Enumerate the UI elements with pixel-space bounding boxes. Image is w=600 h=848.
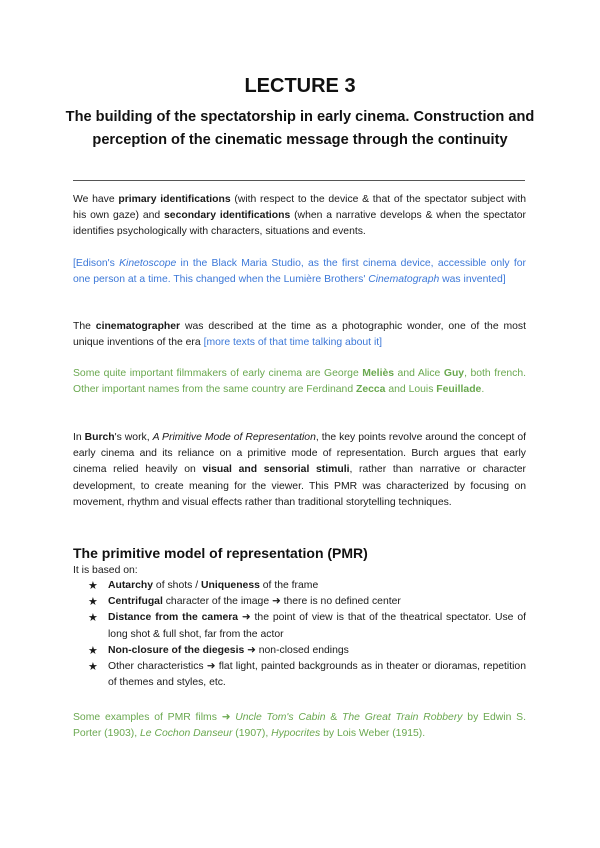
divider <box>73 180 525 181</box>
text-run: (when a narrative develops & when the spectator identifies psychologically with characters, situations and events. <box>73 210 526 238</box>
text-run: of shots / <box>153 580 201 591</box>
text-run: . <box>481 384 485 396</box>
italic-title: A Primitive Mode of Representation <box>152 432 316 443</box>
text-run: , both french. Other important names from the same country are Ferdinand <box>73 368 526 396</box>
paragraph-kinetoscope-note <box>73 256 526 288</box>
text-run: Some examples of PMR films ➜ <box>73 712 236 723</box>
star-icon: ★ <box>88 661 98 674</box>
text-run: In <box>73 432 85 443</box>
list-item <box>88 643 526 659</box>
text-run: was invented] <box>439 274 506 286</box>
paragraph-burch <box>73 430 526 511</box>
list-item <box>88 610 526 642</box>
italic-title: The Great Train Robbery <box>342 712 463 723</box>
text-run: ➜ the point of view is that of the theatrical spectator. Use of long shot & full shot, far from the actor <box>108 612 527 640</box>
text-run: We have <box>73 194 119 205</box>
bold-name: Feuillade <box>436 384 482 396</box>
star-icon: ★ <box>88 612 98 625</box>
text-run: in the Black Maria Studio, as the first cinema device, accessible only for one person at a time. This changed when the Lumière Brothers' <box>73 258 526 286</box>
bold-term: Distance from the camera <box>108 612 239 624</box>
italic-term: Kinetoscope <box>119 258 177 269</box>
text-run: character of the image ➜ there is no defined center <box>162 596 401 608</box>
bold-name: Burch <box>84 432 115 443</box>
text-run: of the frame <box>259 580 319 591</box>
bold-name: Meliès <box>362 368 395 379</box>
text-run: Other characteristics ➜ flat light, painted backgrounds as in theater or dioramas, repetition of themes and styles, etc. <box>108 661 526 689</box>
paragraph-filmmakers <box>73 366 526 398</box>
bold-name: Guy <box>443 368 465 379</box>
lecture-title: LECTURE 3 <box>244 75 356 97</box>
paragraph-cinematographer <box>73 319 526 351</box>
text-run: (with respect to the device & that of the spectator subject with his own gaze) and <box>73 194 526 222</box>
section-heading: The primitive model of representation (PMR) <box>73 545 368 561</box>
italic-title: Uncle Tom's Cabin <box>235 712 326 723</box>
bold-term: primary identifications <box>118 194 231 205</box>
text-run: and Alice <box>394 368 444 379</box>
text-run: by Edwin S. Porter (1903), <box>73 712 526 740</box>
paragraph-identifications <box>73 192 526 241</box>
text-run: , the key points revolve around the concept of early cinema and its reliance on a primitive mode of representation. Burch argues that early cinema relied heavily on <box>73 432 527 476</box>
text-run: (1907), <box>232 728 272 740</box>
italic-title: Le Cochon Danseur <box>140 728 233 740</box>
italic-title: Hypocrites <box>271 728 321 740</box>
text-run: by Lois Weber (1915). <box>320 728 426 740</box>
pmr-bullet-list <box>88 578 526 691</box>
star-icon: ★ <box>88 644 98 657</box>
text-run: and Louis <box>385 384 437 396</box>
lecture-subtitle: The building of the spectatorship in early cinema. Construction and perception of the cinematic message through the continuity <box>65 109 535 148</box>
text-run: , rather than narrative or character development, to create meaning for the viewer. This PMR was characterized by focusing on movement, rhythm and visual effects rather than traditional storytelling techniques. <box>73 464 527 508</box>
bold-term: Non-closure of the diegesis <box>108 644 245 656</box>
list-item <box>88 578 526 594</box>
section-intro: It is based on: <box>73 565 138 576</box>
bold-term: Centrifugal <box>108 596 163 608</box>
text-run: ➜ non-closed endings <box>244 644 349 656</box>
text-run: [Edison's <box>73 258 120 269</box>
bold-term: cinematographer <box>95 321 181 332</box>
text-run: was described at the time as a photographic wonder, one of the most unique inventions of the era <box>73 321 526 349</box>
bold-term: Autarchy <box>108 580 154 591</box>
bold-term: Uniqueness <box>200 580 260 591</box>
text-run: Some quite important filmmakers of early cinema are George <box>73 368 363 379</box>
inline-note: [more texts of that time talking about it] <box>203 337 383 349</box>
bold-term: secondary identifications <box>164 210 291 222</box>
text-run: 's work, <box>114 432 153 443</box>
paragraph-pmr-examples <box>73 710 526 742</box>
bold-term: visual and sensorial stimuli <box>202 464 350 476</box>
star-icon: ★ <box>88 596 98 609</box>
text-run: The <box>73 321 96 332</box>
list-item <box>88 659 526 691</box>
text-run: & <box>325 712 343 723</box>
bold-name: Zecca <box>355 384 386 396</box>
italic-term: Cinematograph <box>368 274 440 286</box>
list-item <box>88 594 526 610</box>
star-icon: ★ <box>88 580 98 592</box>
